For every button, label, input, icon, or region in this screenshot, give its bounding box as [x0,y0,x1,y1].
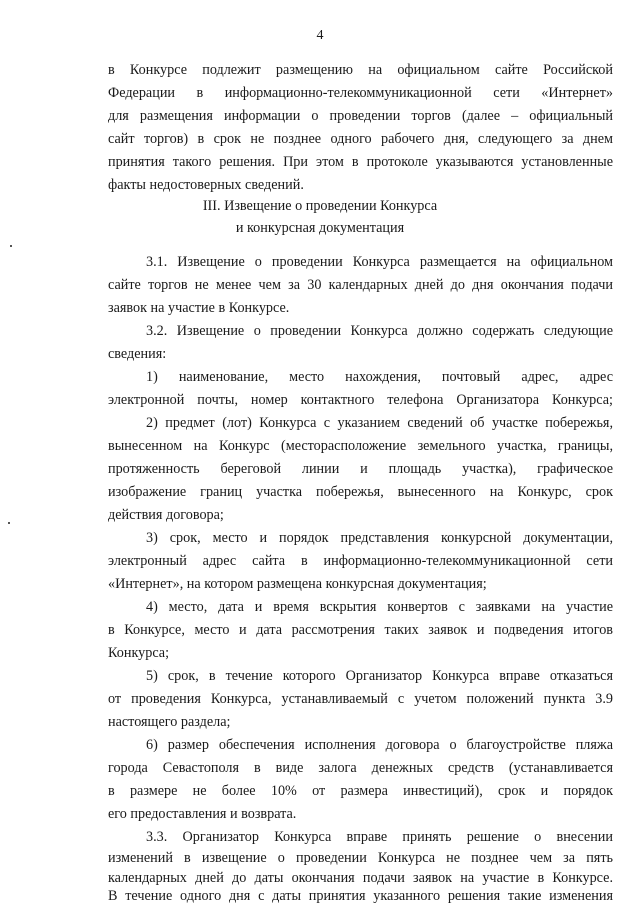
text-line: 3.2. Извещение о проведении Конкурса должно содержать следующие [146,323,613,339]
text-line: для размещения информации о проведении торгов (далее – официальный [108,108,613,124]
text-line: заявок на участие в Конкурсе. [108,300,290,316]
section-heading: и конкурсная документация [235,220,405,236]
text-line: изображение границ участка побережья, вынесенного на Конкурс, срок [108,484,613,500]
text-line: 1) наименование, место нахождения, почтовый адрес, адрес [146,369,613,385]
scan-mark [10,245,12,247]
text-line: электронной почты, номер контактного телефона Организатора Конкурса; [108,392,613,408]
text-line: от проведения Конкурса, устанавливаемый с учетом положений пункта 3.9 [108,691,613,707]
section-heading: III. Извещение о проведении Конкурса [202,198,438,214]
scan-mark [8,522,10,524]
text-line: факты недостоверных сведений. [108,177,304,193]
text-line: настоящего раздела; [108,714,231,730]
text-line: 6) размер обеспечения исполнения договора о благоустройстве пляжа [146,737,613,753]
text-line: сведения: [108,346,167,362]
text-line: 4) место, дата и время вскрытия конвертов с заявками на участие [146,599,613,615]
text-line: Федерации в информационно-телекоммуникационной сети «Интернет» [108,85,613,101]
text-line: сайт торгов) в срок не позднее одного рабочего дня, следующего за днем [108,131,613,147]
text-line: «Интернет», на котором размещена конкурсная документация; [108,576,487,592]
text-line: 3) срок, место и порядок представления конкурсной документации, [146,530,613,546]
text-line: календарных дней до даты окончания подачи заявок на участие в Конкурсе. [108,870,613,886]
text-line: вынесенном на Конкурс (месторасположение земельного участка, границы, [108,438,613,454]
text-line: в Конкурсе подлежит размещению на официальном сайте Российской [108,62,613,78]
text-line: действия договора; [108,507,224,523]
text-line: протяженность береговой линии и площадь участка), графическое [108,461,613,477]
text-line: 3.3. Организатор Конкурса вправе принять решение о внесении [146,829,613,845]
text-line: сайте торгов не менее чем за 30 календарных дней до дня окончания подачи [108,277,613,293]
text-line: в размере не более 10% от размера инвестиций), срок и порядок [108,783,613,799]
text-line: изменений в извещение о проведении Конкурса не позднее чем за пять [108,850,613,866]
page-number: 4 [316,28,324,43]
text-line: 3.1. Извещение о проведении Конкурса размещается на официальном [146,254,613,270]
text-line: Конкурса; [108,645,170,661]
text-line: в Конкурсе, место и дата рассмотрения таких заявок и подведения итогов [108,622,613,638]
text-line: 5) срок, в течение которого Организатор Конкурса вправе отказаться [146,668,613,684]
text-line: города Севастополя в виде залога денежных средств (устанавливается [108,760,613,776]
text-line: принятия такого решения. При этом в протоколе указываются установленные [108,154,613,170]
text-line: В течение одного дня с даты принятия указанного решения такие изменения [108,888,613,904]
text-line: 2) предмет (лот) Конкурса с указанием сведений об участке побережья, [146,415,613,431]
text-line: его предоставления и возврата. [108,806,297,822]
text-line: электронный адрес сайта в информационно-телекоммуникационной сети [108,553,613,569]
